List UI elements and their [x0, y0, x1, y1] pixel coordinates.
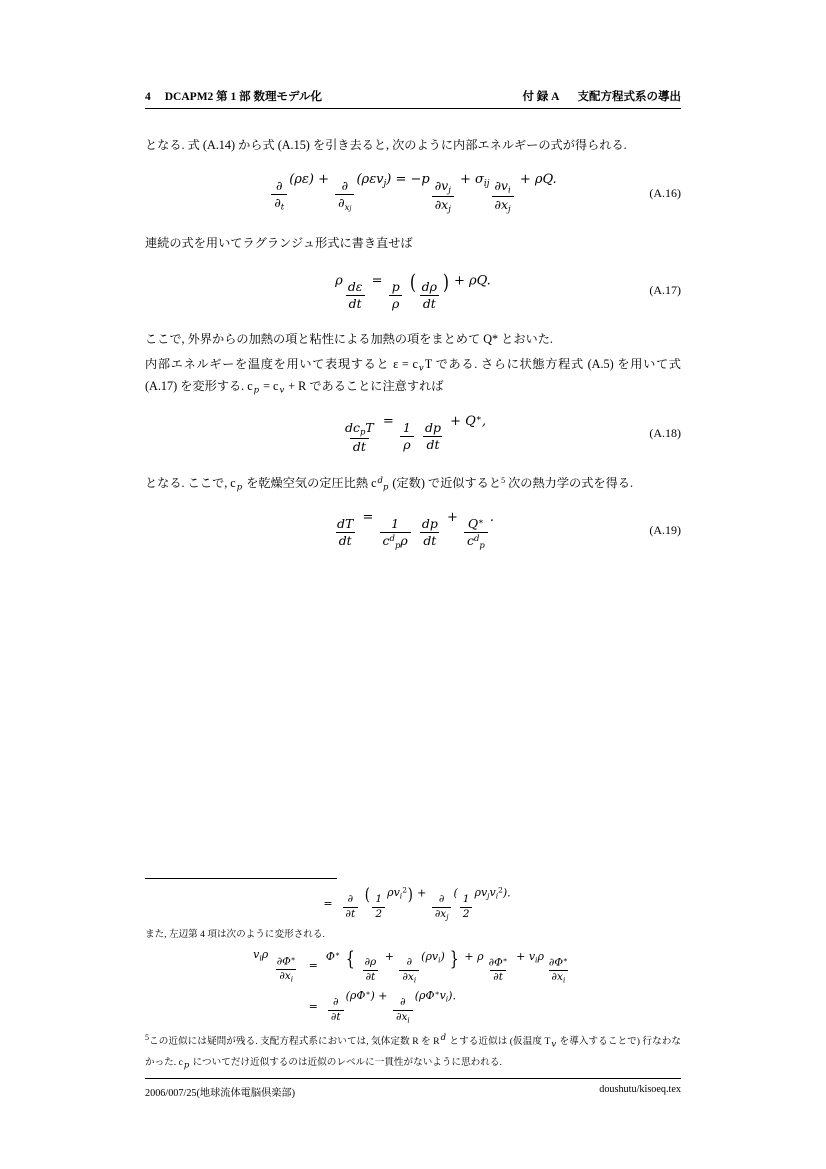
footnote-rule	[145, 878, 337, 879]
equation-a17-body: ρ $\frac{d\varepsilon}{dt}$ = $\frac{p}{\rho}$ ( $\frac{d\rho}{dt}$ ) + ρQ.	[335, 269, 491, 312]
equation-a19-body: $\frac{dT}{dt}$ = $\frac{1}{c^d_p\rho}$ $\frac{dp}{dt}$ + $\frac{Q^∗}{c^d_p}$ .	[337, 510, 494, 550]
footer-left-text: 2006/007/25(地球流体電脳倶楽部)	[145, 1088, 295, 1099]
book-section-title: DCAPM2 第 1 部 数理モデル化	[164, 91, 322, 103]
footnote-note-c: を導入することで) 行なわなかった. c	[145, 1036, 681, 1069]
equation-a18	[145, 414, 681, 454]
appendix-label: 付 録 A	[522, 91, 560, 103]
running-header-left	[145, 88, 322, 104]
footnote-equation-1: = $\frac{\partial}{\partial t}$ ( $\frac{1}{2}$ $\rho v_i^2$) + $\frac{\partial}{\partial x_j}$ ( $\frac{1}{2}$ $\rho v_jv_i^2$).	[323, 885, 511, 922]
equation-a16-tag: (A.16)	[649, 185, 681, 200]
equation-a19	[145, 510, 681, 550]
footer-rule	[145, 1078, 681, 1079]
paragraph-5-part-b: を乾燥空気の定圧比熱 c	[243, 475, 377, 490]
footnote-note-d: についてだけ近似するのは近似のレベルに一貫性がないように思われる.	[190, 1057, 502, 1069]
paragraph-4: 内部エネルギーを温度を用いて表現すると $\varepsilon = c_vT$ である. さらに状態方程式 (A.5) を用いて式 (A.17) を変形する. $c_p = c_v + R$ であることに注意すれば	[145, 356, 681, 395]
paragraph-5-part-c: (定数) で近似すると	[389, 475, 502, 490]
equation-a16	[145, 172, 681, 214]
equation-a19-tag: (A.19)	[649, 522, 681, 537]
footnote-number: 5	[145, 1033, 149, 1043]
paragraph-2: 連続の式を用いてラグランジュ形式に書き直せば	[145, 235, 413, 250]
page-footer	[145, 1078, 681, 1099]
equation-a17	[145, 270, 681, 311]
header-rule	[145, 108, 681, 109]
paragraph-4-part-a: 内部エネルギーを温度を用いて表現すると ε = c	[145, 356, 418, 371]
paragraph-1: となる. 式 (A.14) から式 (A.15) を引き去ると, 次のように内部エネルギーの式が得られる.	[145, 138, 627, 152]
running-header	[145, 88, 681, 108]
paragraph-5: となる. ここで, $c_p$ を乾燥空気の定圧比熱 $c^d_p$ (定数) で近似すると$^5$ 次の熱力学の式を得る.	[145, 474, 634, 492]
paragraph-5-part-a: となる. ここで, c	[145, 475, 236, 490]
footnote-area	[145, 878, 681, 1076]
equation-a17-tag: (A.17)	[649, 283, 681, 298]
equation-a18-tag: (A.18)	[649, 426, 681, 441]
paragraph-4-part-c: = c	[260, 379, 279, 394]
footnote-equation-2: $v_i\rho$ $\frac{\partial\Phi^∗}{\partial x_i}$ = Φ∗ { $\frac{\partial\rho}{\partial t}$ + $\frac{\partial}{\partial x_i}$ $(\rho v_i)$ } + ρ $\frac{\partial\Phi^∗}{\partial t}$ + $v_i\rho$ $\frac{\partial\Phi^∗}{\partial x_i}$ = $\frac{\partial}{\partial t}$ (ρΦ∗) + $\frac{\partial}{\partial x_i}$ $(\rho\Phi^∗v_i)$.	[253, 946, 568, 1025]
footnote-lead-text: また, 左辺第 4 項は次のように変形される.	[145, 929, 325, 941]
paragraph-4-part-d: + R であることに注意すれば	[285, 379, 444, 394]
footnote-note-b: とする近似は (仮温度 T	[446, 1036, 551, 1048]
paragraph-5-part-d: 次の熱力学の式を得る.	[505, 475, 634, 490]
paragraph-3: ここで, 外界からの加熱の項と粘性による加熱の項をまとめて Q* とおいた.	[145, 332, 553, 347]
paragraph-4-part-b: T である. さらに状態方程式 (A.5) を用いて式 (A.17) を変形する. c	[145, 356, 681, 394]
footnote-note: $^5$この近似には疑問が残る. 支配方程式系においては, 気体定数 R を $R^d$ とする近似は (仮温度 $T_v$ を導入することで) 行なわなかった. $c_p$ についてだけ近似するのは近似のレベルに一貫性がないように思われる.	[145, 1032, 681, 1071]
appendix-title: 支配方程式系の導出	[577, 91, 681, 103]
equation-a16-body: $\frac{\partial}{\partial_t}$ (ρε) + $\frac{\partial}{\partial_{xj}}$ (ρεv$_j$) = −p $\frac{\partial v_j}{\partial x_j}$ + $\sigma_{ij}$ $\frac{\partial v_i}{\partial x_j}$ + ρQ.	[269, 172, 556, 214]
page-number: 4	[145, 91, 151, 103]
equation-a18-body: $\frac{dc_pT}{dt}$ = $\frac{1}{\rho}$ $\frac{dp}{dt}$ + Q∗,	[345, 413, 486, 454]
footer-line	[145, 1084, 681, 1099]
footnote-note-a: この近似には疑問が残る. 支配方程式系においては, 気体定数 R を R	[149, 1036, 440, 1048]
footnote-marker-inline: 5	[501, 475, 506, 485]
running-header-right	[522, 88, 681, 104]
page-content	[145, 88, 681, 568]
footer-right-text: doushutu/kisoeq.tex	[599, 1084, 681, 1095]
